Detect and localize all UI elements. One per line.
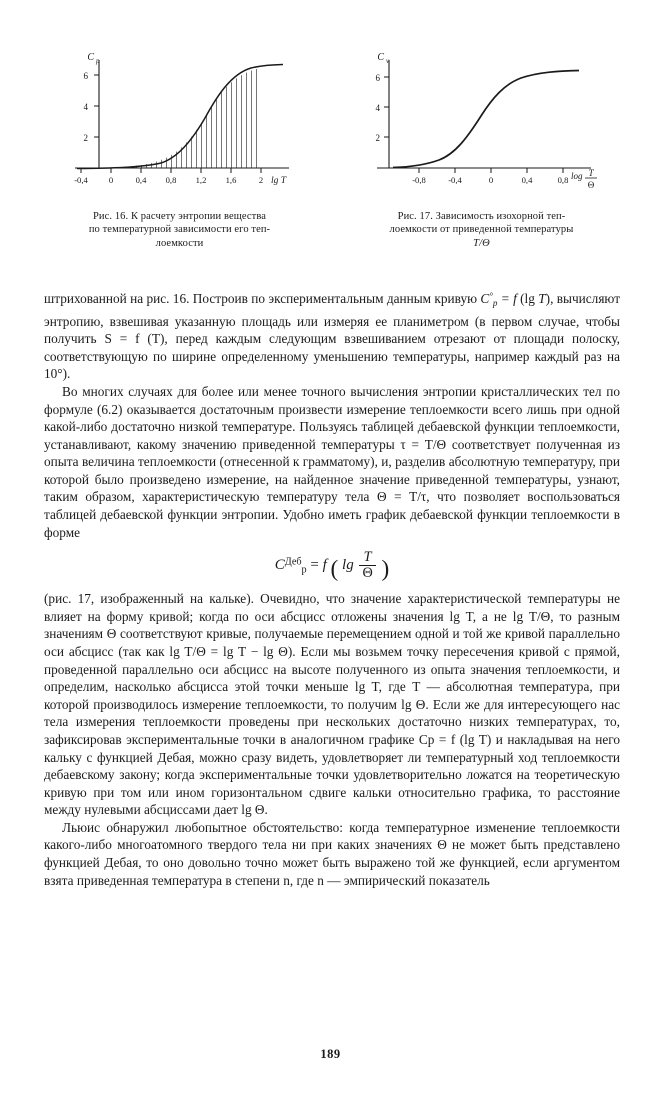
svg-text:C: C xyxy=(376,52,384,63)
svg-text:-0,4: -0,4 xyxy=(73,175,88,185)
svg-text:1,6: 1,6 xyxy=(225,175,236,185)
svg-text:Θ: Θ xyxy=(587,180,594,190)
svg-text:-0,8: -0,8 xyxy=(411,175,426,185)
svg-text:0,8: 0,8 xyxy=(557,175,568,185)
inline-formula-cp: $C^\circ_p = f$ xyxy=(480,291,517,308)
paragraph-1-lead: штрихованной на рис. 16. Построив по экспериментальным данным кривую xyxy=(44,291,481,307)
paragraph-1-rest: , вычисляют энтропию, взвешивая указанную площадь или измеряя ее планиметром (в первом случае, чтобы получить S = f (T), перед каждым следующим взвешиванием отрезают от площади полоску, соответствующую по ширине определенному уменьшению температуры, например каждый раз на 10°). xyxy=(44,291,621,382)
svg-text:p: p xyxy=(95,57,99,65)
figure-16-caption-line-2: по температурной зависимости его теп- xyxy=(88,224,271,236)
figure-16-plot xyxy=(61,46,299,198)
figure-16-caption-line-3: лоемкости xyxy=(155,237,204,249)
figure-17-caption xyxy=(364,210,600,250)
paragraph-2: Во многих случаях для более или менее точного вычисления энтропии кристаллических тел по формуле (6.2) оказывается достаточным произвести измерение теплоемкости всего лишь при одной какой-либо достаточно низкой температуре. Пользуясь таблицей дебаевской функции теплоемкости, устанавливают, какому значению приведенной температуры τ = T/Θ соответствует полученная из опыта величина теплоемкости (отнесенной к грамматому), и, разделив абсолютную температуру, при которой было произведено измерение, на найденное значение приведенной температуры, узнают, таким образом, характеристическую температуру тела Θ = T/τ, что позволяет воспользоваться таблицей дебаевской функции энтропии. Удобно иметь график дебаевской функции теплоемкости в форме xyxy=(44,383,620,540)
figure-16 xyxy=(51,46,309,250)
svg-text:1,2: 1,2 xyxy=(195,175,206,185)
body-text xyxy=(44,288,620,889)
svg-text:0,4: 0,4 xyxy=(135,175,146,185)
formula-debye-heat-capacity: $C^{Деб}_p = f$ ( lg $\frac{T}{\Theta}$ ) xyxy=(274,549,390,582)
figure-16-svg xyxy=(61,46,299,198)
paragraph-3: (рис. 17, изображенный на кальке). Очевидно, что значение характеристической температуры не влияет на форму кривой; когда по оси абсцисс отложены значения lg T, а не lg T/Θ, то разным значениям Θ соответствуют кривые, получаемые перемещением одной и той же кривой параллельно оси абсцисс (так как lg T/Θ = lg T − lg Θ). Если мы возьмем точку пересечения кривой с прямой, проведенной параллельно оси абсцисс на высоте полученного из опыта значения теплоемкости, и определим, насколько абсцисса этой точки меньше lg T, где T — абсолютная температура, при которой производилось измерение теплоемкости, то получим lg Θ. Если же для интересующего нас тела измерения теплоемкости проведены при нескольких достаточно низких температурах, то, зафиксировав экспериментальные точки в аналогичном графике Cp = f (lg T) и накладывая на него кальку с функцией Дебая, можно сразу видеть, удовлетворяет ли температурный ход теплоемкости дебаевскому закону; когда экспериментальные точки удовлетворительно ложатся на теоретическую кривую при том или ином горизонтальном сдвиге кальки относительно графика, то расстояние между нулевыми абсциссами дает lg Θ. xyxy=(44,591,620,818)
svg-text:4: 4 xyxy=(375,103,380,113)
figure-17-caption-line-1: Рис. 17. Зависимость изохорной теп- xyxy=(397,211,566,222)
page-number: 189 xyxy=(320,1047,341,1061)
svg-text:0: 0 xyxy=(108,175,113,185)
svg-text:C: C xyxy=(86,52,94,63)
svg-text:T: T xyxy=(587,168,594,178)
svg-text:0,4: 0,4 xyxy=(521,175,532,185)
figure-17-caption-line-3: T/Θ xyxy=(473,237,490,249)
svg-text:-0,4: -0,4 xyxy=(447,175,462,185)
paragraph-4: Льюис обнаружил любопытное обстоятельство: когда температурное изменение теплоемкости какого-либо многоатомного твердого тела ни при каких значениях Θ не может быть представлено функцией Дебая, то оно довольно точно может быть выражено той же функцией, если аргументом взята приведенная температура в степени n, где n — эмпирический показатель xyxy=(44,819,620,888)
svg-text:4: 4 xyxy=(83,102,88,112)
figure-17 xyxy=(353,46,611,250)
fraction-t-theta: $\frac{T}{\Theta}$ xyxy=(359,550,375,581)
figure-16-caption-line-1: Рис. 16. К расчету энтропии вещества xyxy=(92,211,267,222)
figure-16-caption xyxy=(62,210,298,250)
svg-text:2: 2 xyxy=(83,133,88,143)
svg-text:2: 2 xyxy=(375,133,380,143)
svg-text:0: 0 xyxy=(488,175,493,185)
svg-text:log: log xyxy=(570,171,583,181)
svg-text:6: 6 xyxy=(375,73,380,83)
paren-close: ) xyxy=(381,555,390,582)
figure-17-plot xyxy=(363,46,601,198)
figure-17-caption-line-2: лоемкости от приведенной температуры xyxy=(389,224,574,236)
paragraph-1: штрихованной на рис. 16. Построив по экспериментальным данным кривую $C^\circ_p = f$ (lg T), вычисляют энтропию, взвешивая указанную площадь или измеряя ее планиметром (в первом случае, чтобы получить S = f (T), перед каждым следующим взвешиванием отрезают от площади полоску, соответствующую по ширине определенному уменьшению температуры, например каждый раз на 10°). xyxy=(44,291,621,382)
svg-text:0,8: 0,8 xyxy=(165,175,176,185)
figure-17-svg xyxy=(363,46,601,198)
paren-open: ( xyxy=(330,555,339,582)
figures-row xyxy=(0,46,661,250)
svg-text:v: v xyxy=(385,57,389,65)
svg-text:6: 6 xyxy=(83,71,88,81)
svg-text:lg T: lg T xyxy=(270,176,286,186)
svg-text:2: 2 xyxy=(258,175,263,185)
